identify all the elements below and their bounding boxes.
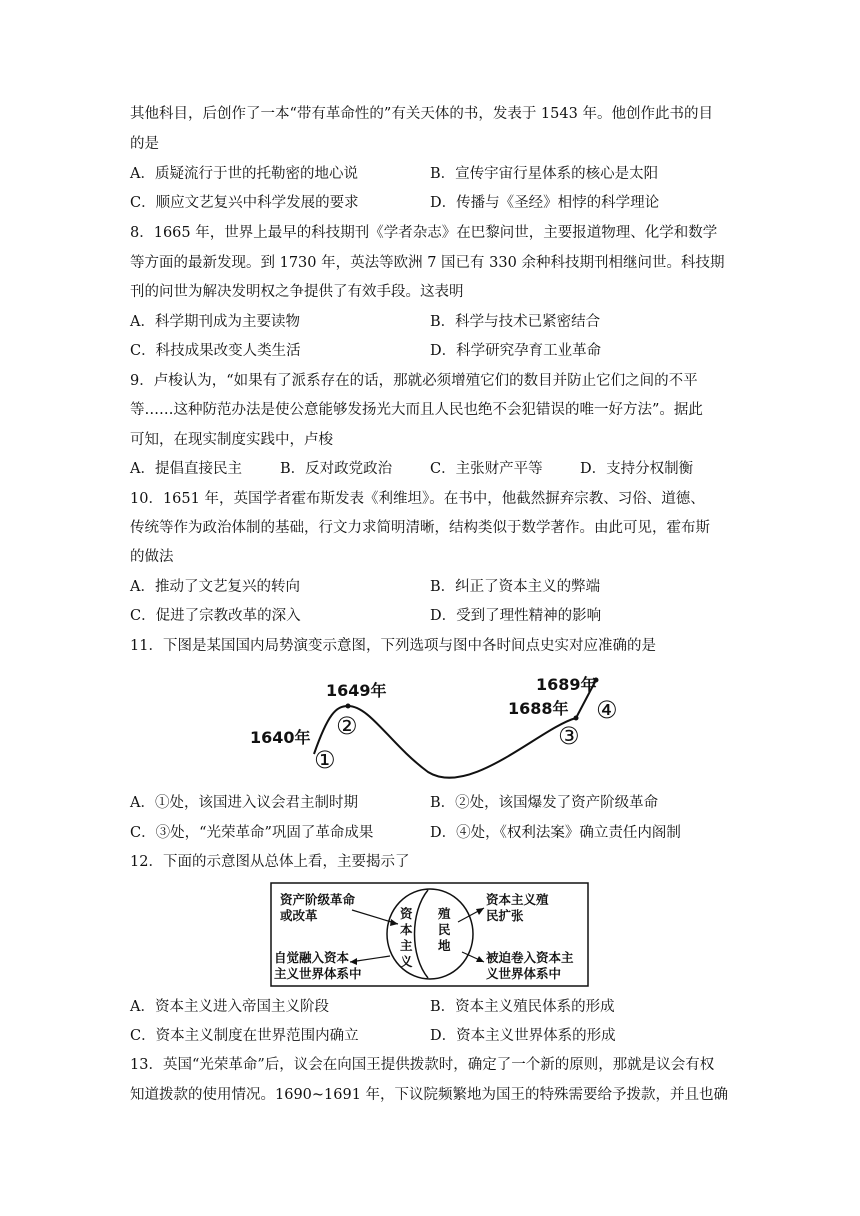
label-voluntary-join: 自觉融入资本 [274,950,350,965]
arrowhead-bl [350,958,357,965]
q7-option-b: B．宣传宇宙行星体系的核心是太阳 [430,166,659,182]
q8-stem-line1: 8．1665 年，世界上最早的科技期刊《学者杂志》在巴黎问世，主要报道物理、化学和数学 [130,225,718,241]
q9-option-b: B．反对政党政治 [280,461,393,477]
q12-option-d: D．资本主义世界体系的形成 [430,1028,616,1044]
marker-3: ③ [558,722,580,750]
capitalism-world-system-figure [270,882,590,988]
marker-2: ② [336,712,358,740]
label-bourgeois-revolution: 资产阶级革命 [280,892,356,907]
q9-option-c: C．主张财产平等 [430,461,543,477]
label-forced-join: 被迫卷入资本主 [486,950,574,965]
q7-stem-line1: 其他科目，后创作了一本“带有革命性的”有关天体的书，发表于 1543 年。他创作此书的目 [130,106,713,122]
q11-stem-line1: 11．下图是某国国内局势演变示意图，下列选项与图中各时间点史实对应准确的是 [130,638,656,654]
q10-stem-line3: 的做法 [130,549,174,565]
point-1649 [346,704,351,709]
q9-stem-line3: 可知，在现实制度实践中，卢梭 [130,432,333,448]
point-1688 [574,716,579,721]
q8-option-d: D．科学研究孕育工业革命 [430,343,602,359]
q8-stem-line3: 刊的问世为解决发明权之争提供了有效手段。这表明 [130,284,464,300]
q9-stem-line1: 9．卢梭认为，“如果有了派系存在的话，那就必须增殖它们的数目并防止它们之间的不平 [130,373,698,389]
label-colonial-expansion-2: 民扩张 [486,908,524,923]
label-1688: 1688年 [508,699,569,718]
q11-option-d: D．④处，《权利法案》确立责任内阁制 [430,825,681,841]
char-ben: 本 [400,922,413,937]
q12-option-a: A．资本主义进入帝国主义阶段 [130,999,329,1015]
q9-stem-line2: 等……这种防范办法是使公意能够发扬光大而且人民也绝不会犯错误的唯一好方法”。据此 [130,402,703,418]
q10-option-b: B．纠正了资本主义的弊端 [430,579,601,595]
label-forced-join-2: 义世界体系中 [486,966,562,981]
label-or-reform: 或改革 [280,908,318,923]
q12-option-b: B．资本主义殖民体系的形成 [430,999,615,1015]
q13-stem-line2: 知道拨款的使用情况。1690~1691 年，下议院频繁地为国王的特殊需要给予拨款，并且也确 [130,1087,729,1103]
marker-4: ④ [596,696,618,724]
char-zhi: 殖 [438,906,451,921]
char-di: 地 [438,938,451,953]
q10-stem-line2: 传统等作为政治体制的基础，行文力求简明清晰，结构类似于数学著作。由此可见，霍布斯 [130,520,710,536]
q12-stem-line1: 12．下面的示意图从总体上看，主要揭示了 [130,854,410,870]
q11-option-a: A．①处，该国进入议会君主制时期 [130,795,358,811]
q9-option-d: D．支持分权制衡 [580,461,694,477]
label-1640: 1640年 [250,728,311,747]
char-zhu: 主 [400,938,413,953]
q8-stem-line2: 等方面的最新发现。到 1730 年，英法等欧洲 7 国已有 330 余种科技期刊相继问世。科技期 [130,255,725,271]
q12-option-c: C．资本主义制度在世界范围内确立 [130,1028,359,1044]
char-min: 民 [438,922,451,937]
political-trend-figure [240,668,640,784]
q8-option-c: C．科技成果改变人类生活 [130,343,301,359]
q10-option-c: C．促进了宗教改革的深入 [130,608,301,624]
q8-option-a: A．科学期刊成为主要读物 [130,314,300,330]
q10-option-a: A．推动了文艺复兴的转向 [130,579,300,595]
label-1649: 1649年 [326,681,387,700]
q7-option-c: C．顺应文艺复兴中科学发展的要求 [130,195,359,211]
label-1689: 1689年 [536,675,597,694]
q7-stem-line2: 的是 [130,136,159,152]
q7-option-d: D．传播与《圣经》相悖的科学理论 [430,195,660,211]
marker-1: ① [314,746,336,774]
q9-option-a: A．提倡直接民主 [130,461,242,477]
q8-option-b: B．科学与技术已紧密结合 [430,314,601,330]
arrowhead-tl [390,919,398,926]
label-voluntary-join-2: 主义世界体系中 [274,966,362,981]
q13-stem-line1: 13．英国“光荣革命”后，议会在向国王提供拨款时，确定了一个新的原则，那就是议会有权 [130,1057,715,1073]
divider-arc [415,890,429,978]
label-colonial-expansion: 资本主义殖 [486,892,549,907]
char-yi: 义 [400,954,413,969]
char-zi: 资 [400,906,413,921]
q7-option-a: A．质疑流行于世的托勒密的地心说 [130,166,358,182]
q10-option-d: D．受到了理性精神的影响 [430,608,602,624]
q10-stem-line1: 10．1651 年，英国学者霍布斯发表《利维坦》。在书中，他截然摒弃宗教、习俗、道德、 [130,491,705,507]
q11-option-b: B．②处，该国爆发了资产阶级革命 [430,795,659,811]
q11-option-c: C．③处，“光荣革命”巩固了革命成果 [130,825,374,841]
